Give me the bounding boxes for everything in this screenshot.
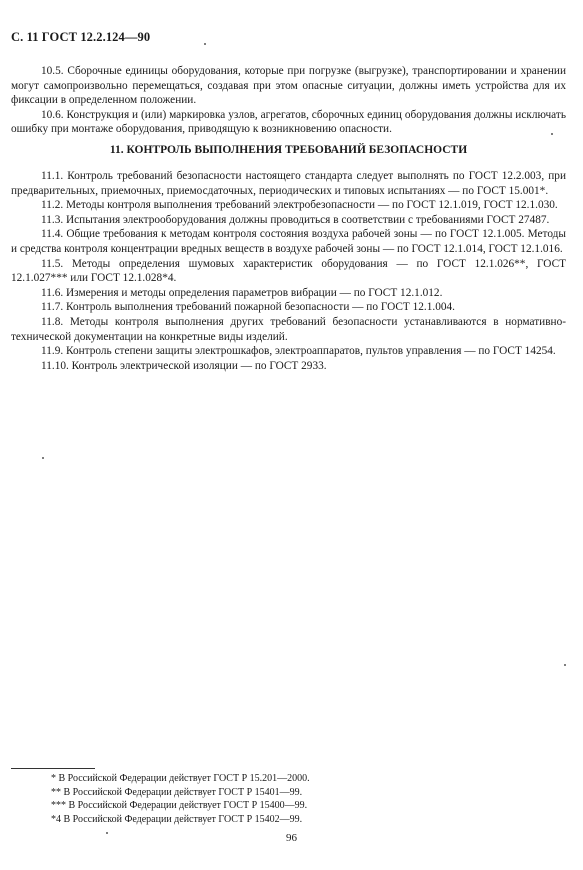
paragraph-10-5: 10.5. Сборочные единицы оборудования, которые при погрузке (выгрузке), транспортировании и хранении могут самопроизвольно перемещаться, создавая при этом опасные ситуации, должны иметь устройства для их фиксации в определенном положении. <box>11 65 566 107</box>
section-10-continuation <box>11 64 566 137</box>
paragraph-11-9: 11.9. Контроль степени защиты электрошкафов, электроаппаратов, пультов управления — по ГОСТ 14254. <box>41 345 556 358</box>
scan-speck <box>564 664 566 666</box>
page-header: С. 11 ГОСТ 12.2.124—90 <box>11 30 151 44</box>
section-11-title: 11. КОНТРОЛЬ ВЫПОЛНЕНИЯ ТРЕБОВАНИЙ БЕЗОПАСНОСТИ <box>109 144 468 156</box>
footnotes <box>11 772 566 826</box>
paragraph-11-10: 11.10. Контроль электрической изоляции — по ГОСТ 2933. <box>41 359 327 372</box>
scan-speck <box>204 43 206 45</box>
footnote-2: ** В Российской Федерации действует ГОСТ Р 15401—99. <box>51 786 303 798</box>
footnote-1: * В Российской Федерации действует ГОСТ Р 15.201—2000. <box>51 773 310 784</box>
paragraph-11-7: 11.7. Контроль выполнения требований пожарной безопасности — по ГОСТ 12.1.004. <box>41 301 455 314</box>
footnote-4: *4 В Российской Федерации действует ГОСТ Р 15402—99. <box>51 813 303 825</box>
page-number: 96 <box>286 832 297 844</box>
scan-speck <box>42 457 44 459</box>
footnote-3: *** В Российской Федерации действует ГОСТ Р 15400—99. <box>51 800 308 811</box>
paragraph-11-5: 11.5. Методы определения шумовых характеристик оборудования — по ГОСТ 12.1.026**, ГОСТ 12.1.027*** или ГОСТ 12.1.028*4. <box>11 257 566 285</box>
paragraph-11-4: 11.4. Общие требования к методам контроля состояния воздуха рабочей зоны — по ГОСТ 12.1.005. Методы и средства контроля концентрации вредных веществ в воздухе рабочей зоны — по ГОСТ 12.1.014, ГОСТ 12.1.016. <box>11 228 566 255</box>
paragraph-11-2: 11.2. Методы контроля выполнения требований электробезопасности — по ГОСТ 12.1.019, ГОСТ 12.1.030. <box>41 199 558 212</box>
paragraph-10-6: 10.6. Конструкция и (или) маркировка узлов, агрегатов, сборочных единиц оборудования должны исключать ошибку при монтаже оборудования, приводящую к возникновению опасности. <box>11 108 566 136</box>
paragraph-11-1: 11.1. Контроль требований безопасности настоящего стандарта следует выполнять по ГОСТ 12.2.003, при предварительных, приемочных, приемосдаточных, периодических и типовых испытаниях — по ГОСТ 15.001*. <box>11 170 566 197</box>
paragraph-11-6: 11.6. Измерения и методы определения параметров вибрации — по ГОСТ 12.1.012. <box>41 286 443 299</box>
scan-speck <box>551 133 553 135</box>
paragraph-11-8: 11.8. Методы контроля выполнения других требований безопасности устанавливаются в нормативно-технической документации на конкретные виды изделий. <box>11 315 566 343</box>
footnote-separator <box>11 768 95 769</box>
section-11-body <box>11 169 566 373</box>
scan-speck <box>106 832 108 834</box>
paragraph-11-3: 11.3. Испытания электрооборудования должны проводиться в соответствии с требованиями ГОСТ 27487. <box>41 213 550 226</box>
